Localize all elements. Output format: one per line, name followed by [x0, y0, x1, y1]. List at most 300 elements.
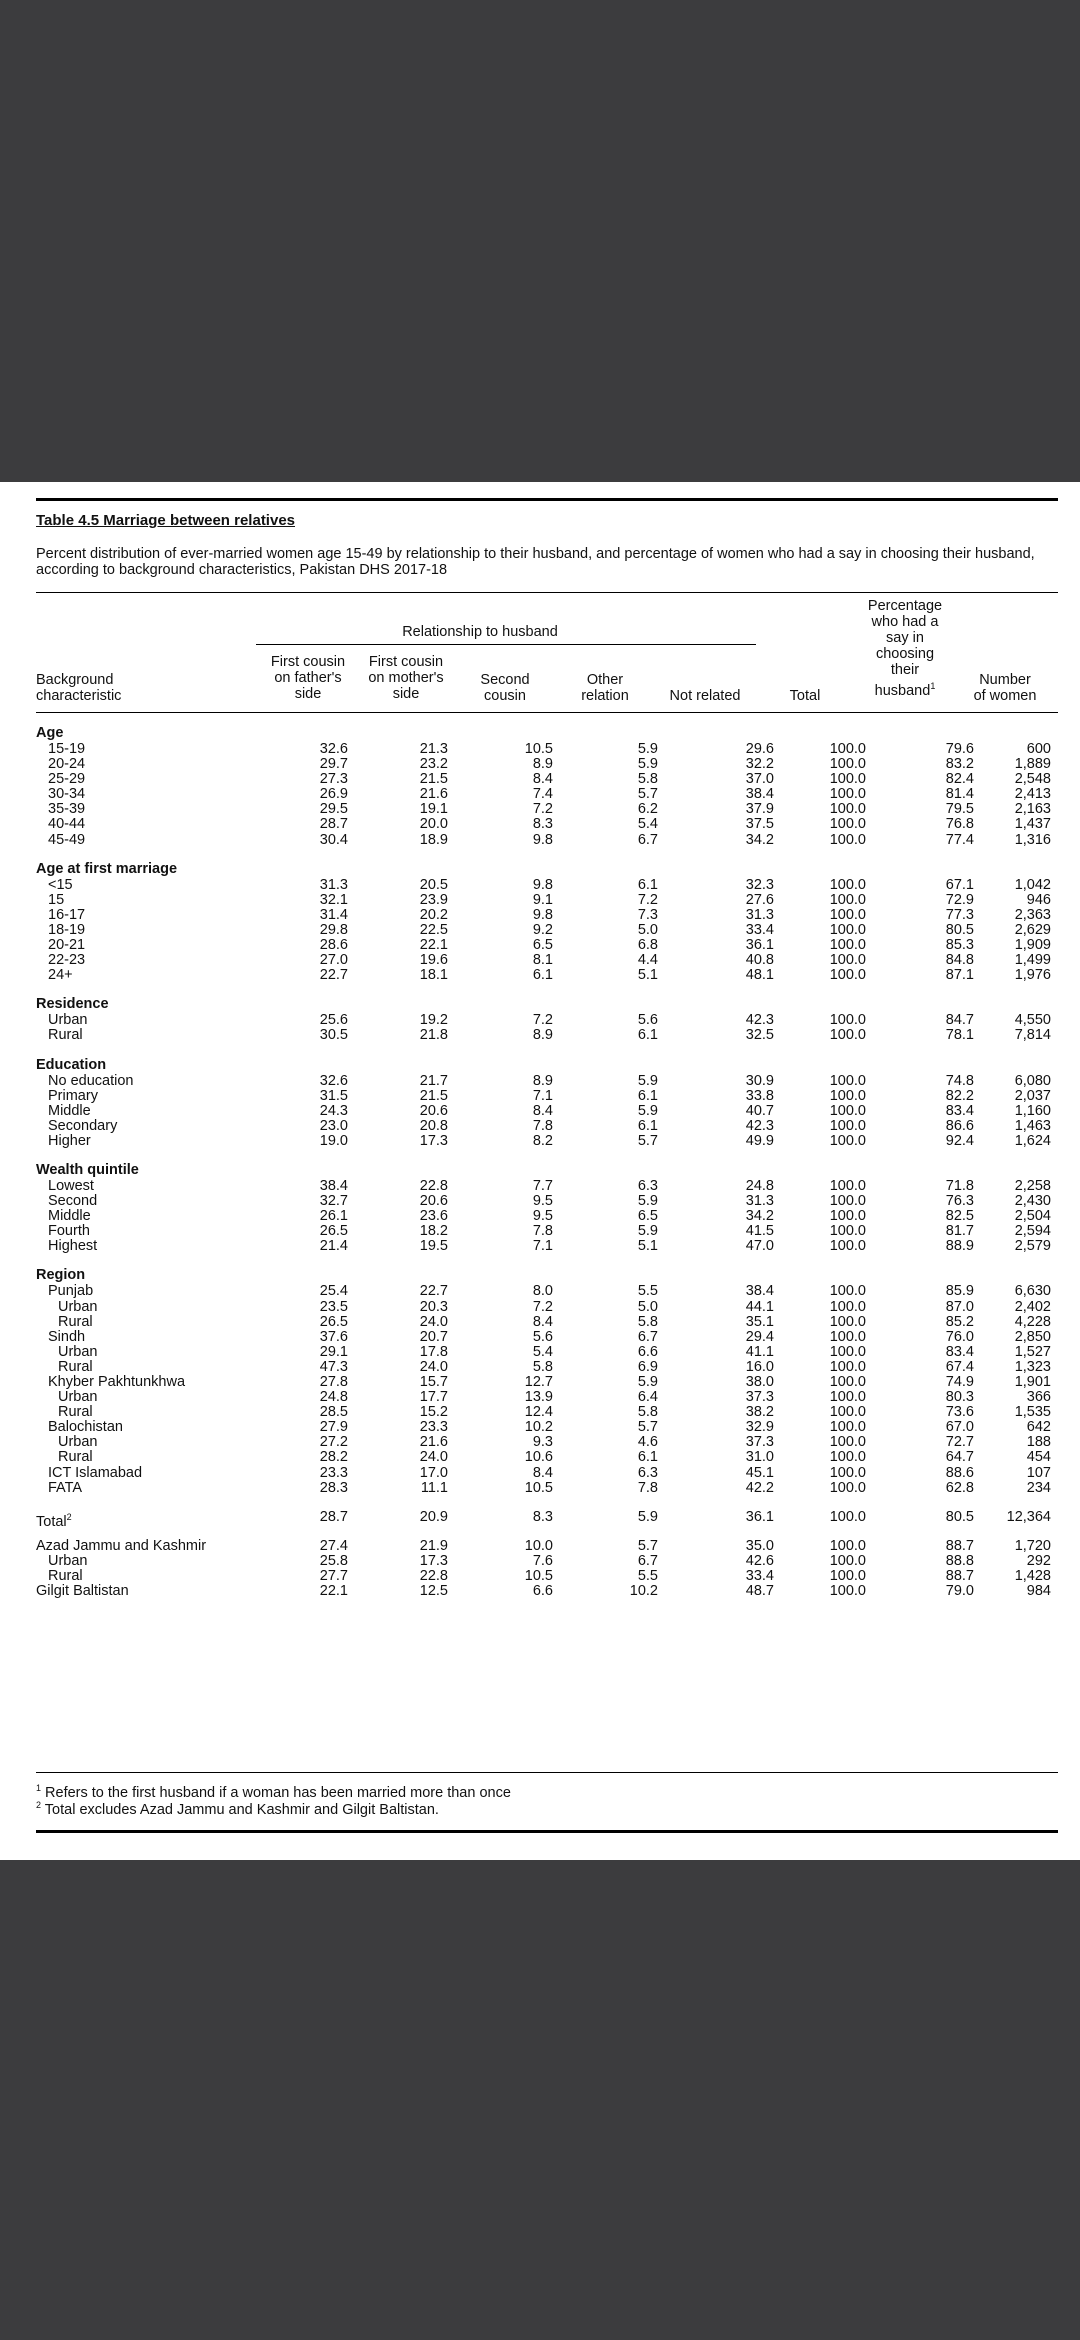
table-cell: 23.3: [419, 1419, 448, 1436]
table-cell: 78.1: [945, 1027, 974, 1044]
table-cell: 20.6: [419, 1102, 448, 1119]
table-cell: 100.0: [829, 1208, 866, 1225]
table-cell: 85.3: [945, 937, 974, 954]
table-cell: 8.9: [532, 1027, 553, 1044]
row-label: Higher: [48, 1132, 91, 1149]
table-row: [36, 1481, 1058, 1496]
table-cell: 35.1: [745, 1313, 774, 1330]
table-cell: 366: [1026, 1389, 1051, 1406]
table-cell: 6.1: [637, 1087, 658, 1104]
table-cell: 32.6: [319, 741, 348, 757]
table-cell: 100.0: [829, 831, 866, 848]
table-cell: 1,909: [1014, 937, 1051, 954]
table-row: [36, 1584, 1058, 1599]
top-rule: [36, 498, 1058, 501]
row-label: Middle: [48, 1208, 91, 1225]
table-cell: 5.9: [637, 1193, 658, 1210]
table-cell: 7.6: [532, 1552, 553, 1569]
table-cell: 82.2: [945, 1087, 974, 1104]
table-cell: 8.3: [532, 816, 553, 833]
table-cell: 5.9: [637, 1223, 658, 1240]
table-cell: 100.0: [829, 786, 866, 803]
table-row: [36, 1330, 1058, 1345]
table-cell: 5.9: [637, 756, 658, 773]
table-cell: 5.9: [637, 1508, 658, 1525]
table-cell: 100.0: [829, 952, 866, 969]
table-cell: 7,814: [1014, 1027, 1051, 1044]
header-top-rule: [36, 592, 1058, 593]
table-cell: 2,579: [1014, 1238, 1051, 1255]
table-cell: 15.2: [419, 1404, 448, 1421]
table-cell: 1,499: [1014, 952, 1051, 969]
table-cell: 41.1: [745, 1343, 774, 1360]
table-cell: 8.1: [532, 952, 553, 969]
table-cell: 1,624: [1014, 1132, 1051, 1149]
table-cell: 11.1: [420, 1479, 448, 1496]
table-row: [36, 1420, 1058, 1435]
table-cell: 100.0: [829, 1072, 866, 1089]
table-cell: 67.4: [945, 1358, 974, 1375]
table-cell: 5.8: [637, 1313, 658, 1330]
table-cell: 79.0: [945, 1583, 974, 1600]
table-cell: 100.0: [829, 876, 866, 893]
section-heading: Age: [36, 725, 64, 741]
table-cell: 8.0: [532, 1283, 553, 1300]
table-cell: 5.4: [532, 1343, 553, 1360]
table-cell: 10.2: [524, 1419, 553, 1436]
table-cell: 17.7: [419, 1389, 448, 1406]
table-cell: 100.0: [829, 1508, 866, 1525]
table-cell: 100.0: [829, 801, 866, 818]
table-row: [36, 1284, 1058, 1299]
table-cell: 6.3: [637, 1464, 658, 1481]
table-cell: 27.4: [319, 1537, 348, 1554]
row-label: 20-24: [48, 756, 86, 773]
table-cell: 5.8: [637, 771, 658, 788]
table-row: [36, 1345, 1058, 1360]
table-cell: 22.8: [419, 1568, 448, 1585]
table-cell: 16.0: [745, 1358, 774, 1375]
table-cell: 40.7: [745, 1102, 774, 1119]
table-cell: 100.0: [829, 1177, 866, 1194]
table-cell: 32.9: [745, 1419, 774, 1436]
table-cell: 9.8: [532, 906, 553, 923]
table-cell: 88.6: [945, 1464, 974, 1481]
table-cell: 100.0: [829, 967, 866, 984]
table-row: [36, 1405, 1058, 1420]
table-cell: 984: [1026, 1583, 1051, 1600]
table-cell: 27.2: [319, 1434, 348, 1451]
table-cell: 23.5: [319, 1298, 348, 1315]
table-cell: 8.4: [532, 771, 553, 788]
table-cell: 19.1: [419, 801, 448, 818]
table-cell: 80.5: [945, 921, 974, 938]
table-cell: 83.4: [945, 1102, 974, 1119]
table-cell: 12.4: [524, 1404, 553, 1421]
table-cell: 33.4: [745, 1568, 774, 1585]
table-cell: 10.0: [524, 1537, 553, 1554]
table-row: [36, 1089, 1058, 1104]
table-cell: 5.5: [637, 1283, 658, 1300]
row-label: Primary: [48, 1087, 98, 1104]
table-cell: 31.3: [745, 1193, 774, 1210]
table-cell: 20.0: [419, 816, 448, 833]
table-cell: 7.1: [532, 1087, 553, 1104]
row-label: Fourth: [48, 1223, 90, 1240]
table-cell: 21.4: [319, 1238, 348, 1255]
table-cell: 9.2: [532, 921, 553, 938]
table-cell: 27.6: [745, 891, 774, 908]
section-heading: Residence: [36, 996, 109, 1013]
table-cell: 10.5: [524, 1568, 553, 1585]
table-cell: 292: [1026, 1552, 1051, 1569]
row-label: 18-19: [48, 921, 86, 938]
table-cell: 18.1: [419, 967, 448, 984]
table-cell: 7.7: [532, 1177, 553, 1194]
table-cell: 31.4: [319, 906, 348, 923]
table-cell: 79.5: [945, 801, 974, 818]
table-row: [36, 1450, 1058, 1465]
row-label: Lowest: [48, 1177, 94, 1194]
table-cell: 87.0: [945, 1298, 974, 1315]
table-cell: 100.0: [829, 1087, 866, 1104]
table-cell: 1,316: [1014, 831, 1051, 848]
table-cell: 29.1: [319, 1343, 348, 1360]
table-cell: 17.8: [419, 1343, 448, 1360]
table-cell: 5.9: [637, 741, 658, 757]
table-cell: 8.4: [532, 1464, 553, 1481]
table-cell: 100.0: [829, 1193, 866, 1210]
table-cell: 28.7: [319, 1508, 348, 1525]
header-first-cousin-father: First cousin on father's side: [270, 654, 346, 702]
table-cell: 4.4: [637, 952, 658, 969]
table-cell: 24.8: [319, 1389, 348, 1406]
table-cell: 100.0: [829, 1328, 866, 1345]
table-cell: 21.7: [419, 1072, 448, 1089]
table-row: [36, 1390, 1058, 1405]
table-cell: 5.6: [637, 1012, 658, 1029]
table-cell: 36.1: [745, 1508, 774, 1525]
row-label: Urban: [58, 1298, 98, 1315]
group-header-rule: [256, 644, 756, 645]
table-cell: 6,080: [1014, 1072, 1051, 1089]
header-not-related: Not related: [669, 688, 741, 704]
table-cell: 25.8: [319, 1552, 348, 1569]
table-cell: 72.7: [945, 1434, 974, 1451]
table-cell: 8.4: [532, 1102, 553, 1119]
table-cell: 85.2: [945, 1313, 974, 1330]
table-cell: 76.0: [945, 1328, 974, 1345]
table-cell: 5.9: [637, 1102, 658, 1119]
table-cell: 946: [1026, 891, 1051, 908]
row-label: 22-23: [48, 952, 86, 969]
table-cell: 27.9: [319, 1419, 348, 1436]
table-cell: 8.4: [532, 1313, 553, 1330]
table-cell: 28.7: [319, 816, 348, 833]
table-cell: 31.3: [745, 906, 774, 923]
table-cell: 17.3: [419, 1132, 448, 1149]
header-first-cousin-mother: First cousin on mother's side: [368, 654, 444, 702]
table-cell: 7.2: [532, 1298, 553, 1315]
table-cell: 5.0: [637, 921, 658, 938]
table-row: [36, 1119, 1058, 1134]
table-cell: 23.0: [319, 1117, 348, 1134]
table-cell: 100.0: [829, 1449, 866, 1466]
table-cell: 100.0: [829, 1223, 866, 1240]
table-cell: 74.8: [945, 1072, 974, 1089]
table-cell: 76.3: [945, 1193, 974, 1210]
table-cell: 100.0: [829, 1298, 866, 1315]
table-cell: 30.9: [745, 1072, 774, 1089]
table-cell: 32.2: [745, 756, 774, 773]
table-cell: 100.0: [829, 741, 866, 757]
section-heading: Age at first marriage: [36, 860, 178, 877]
table-row: [36, 1013, 1058, 1028]
table-cell: 17.3: [419, 1552, 448, 1569]
table-cell: 24.0: [419, 1358, 448, 1375]
table-row: [36, 893, 1058, 908]
row-label: Rural: [58, 1449, 93, 1466]
table-cell: 4.6: [637, 1434, 658, 1451]
table-cell: 7.8: [637, 1479, 658, 1496]
table-cell: 21.9: [419, 1537, 448, 1554]
table-cell: 1,720: [1014, 1537, 1051, 1554]
table-cell: 26.1: [319, 1208, 348, 1225]
table-cell: 100.0: [829, 1238, 866, 1255]
row-label: 16-17: [48, 906, 86, 923]
group-header: Relationship to husband: [402, 624, 558, 640]
table-cell: 22.1: [319, 1583, 348, 1600]
table-row: [36, 1074, 1058, 1089]
table-cell: 1,527: [1014, 1343, 1051, 1360]
row-label: 30-34: [48, 786, 86, 803]
table-row: [36, 1315, 1058, 1330]
table-cell: 34.2: [745, 831, 774, 848]
table-cell: 10.6: [524, 1449, 553, 1466]
table-cell: 80.5: [945, 1508, 974, 1525]
table-cell: 2,037: [1014, 1087, 1051, 1104]
table-cell: 79.6: [945, 741, 974, 757]
table-cell: 38.4: [319, 1177, 348, 1194]
row-label: 15: [48, 891, 65, 908]
table-cell: 32.5: [745, 1027, 774, 1044]
table-body: [36, 724, 1058, 1599]
row-label: 20-21: [48, 937, 86, 954]
table-cell: 22.8: [419, 1177, 448, 1194]
table-cell: 2,629: [1014, 921, 1051, 938]
table-cell: 83.2: [945, 756, 974, 773]
table-cell: 2,163: [1014, 801, 1051, 818]
table-cell: 5.7: [637, 786, 658, 803]
table-cell: 22.7: [319, 967, 348, 984]
table-cell: 84.8: [945, 952, 974, 969]
table-cell: 82.5: [945, 1208, 974, 1225]
table-cell: 48.7: [745, 1583, 774, 1600]
table-cell: 188: [1026, 1434, 1051, 1451]
table-cell: 6.6: [532, 1583, 553, 1600]
table-cell: 6.2: [637, 801, 658, 818]
table-cell: 2,594: [1014, 1223, 1051, 1240]
table-cell: 1,901: [1014, 1374, 1051, 1390]
table-row: [36, 1239, 1058, 1254]
table-cell: 28.3: [319, 1479, 348, 1496]
row-label: 40-44: [48, 816, 86, 833]
header-other-relation: Other relation: [581, 672, 629, 704]
row-label: ICT Islamabad: [48, 1464, 143, 1481]
table-cell: 100.0: [829, 1568, 866, 1585]
table-cell: 2,413: [1014, 786, 1051, 803]
table-cell: 40.8: [745, 952, 774, 969]
table-cell: 77.3: [945, 906, 974, 923]
table-cell: 21.3: [419, 741, 448, 757]
table-cell: 6.8: [637, 937, 658, 954]
table-cell: 100.0: [829, 1434, 866, 1451]
row-label: Urban: [48, 1012, 88, 1029]
row-label: Rural: [48, 1568, 83, 1585]
table-cell: 100.0: [829, 1389, 866, 1406]
table-cell: 4,550: [1014, 1012, 1051, 1029]
table-cell: 33.4: [745, 921, 774, 938]
table-cell: 100.0: [829, 1464, 866, 1481]
row-label: Secondary: [48, 1117, 118, 1134]
section-heading: Wealth quintile: [36, 1161, 139, 1178]
table-cell: 100.0: [829, 921, 866, 938]
table-row: [36, 1435, 1058, 1450]
table-cell: 38.0: [745, 1374, 774, 1390]
row-label: 25-29: [48, 771, 86, 788]
table-cell: 1,437: [1014, 816, 1051, 833]
table-cell: 5.6: [532, 1328, 553, 1345]
table-cell: 21.6: [419, 786, 448, 803]
table-cell: 30.4: [319, 831, 348, 848]
table-cell: 6.1: [637, 1449, 658, 1466]
table-row: [36, 1134, 1058, 1149]
table-cell: 38.4: [745, 786, 774, 803]
table-cell: 27.0: [319, 952, 348, 969]
table-row: [36, 1028, 1058, 1043]
table-cell: 73.6: [945, 1404, 974, 1421]
table-cell: 7.4: [532, 786, 553, 803]
table-cell: 1,976: [1014, 967, 1051, 984]
row-label: <15: [48, 876, 73, 893]
table-cell: 8.9: [532, 1072, 553, 1089]
table-cell: 29.5: [319, 801, 348, 818]
row-label: Sindh: [48, 1328, 86, 1345]
table-cell: 18.2: [419, 1223, 448, 1240]
table-cell: 1,160: [1014, 1102, 1051, 1119]
table-cell: 81.4: [945, 786, 974, 803]
table-row: [36, 968, 1058, 983]
table-cell: 29.4: [745, 1328, 774, 1345]
table-cell: 81.7: [945, 1223, 974, 1240]
table-row: [36, 878, 1058, 893]
header-total: Total: [789, 688, 821, 704]
table-cell: 80.3: [945, 1389, 974, 1406]
table-cell: 48.1: [745, 967, 774, 984]
table-row: [36, 953, 1058, 968]
table-cell: 42.3: [745, 1117, 774, 1134]
table-cell: 15.7: [419, 1374, 448, 1390]
table-cell: 22.7: [419, 1283, 448, 1300]
table-cell: 5.7: [637, 1419, 658, 1436]
table-cell: 6.1: [637, 1117, 658, 1134]
table-cell: 100.0: [829, 1583, 866, 1600]
table-row: [36, 1375, 1058, 1390]
table-cell: 12,364: [1006, 1508, 1051, 1525]
table-cell: 32.7: [319, 1193, 348, 1210]
table-cell: 24.0: [419, 1313, 448, 1330]
table-cell: 2,363: [1014, 906, 1051, 923]
table-cell: 2,504: [1014, 1208, 1051, 1225]
table-cell: 82.4: [945, 771, 974, 788]
row-label: Rural: [48, 1027, 83, 1044]
table-cell: 38.2: [745, 1404, 774, 1421]
table-cell: 85.9: [945, 1283, 974, 1300]
table-cell: 8.3: [532, 1508, 553, 1525]
table-cell: 84.7: [945, 1012, 974, 1029]
table-cell: 5.1: [637, 1238, 658, 1255]
table-cell: 26.5: [319, 1223, 348, 1240]
document-page: [0, 482, 1080, 1860]
table-cell: 23.9: [419, 891, 448, 908]
table-cell: 86.6: [945, 1117, 974, 1134]
table-cell: 20.8: [419, 1117, 448, 1134]
table-cell: 5.1: [637, 967, 658, 984]
table-cell: 6.7: [637, 1552, 658, 1569]
row-label: Highest: [48, 1238, 98, 1255]
table-cell: 10.5: [524, 741, 553, 757]
table-cell: 31.0: [745, 1449, 774, 1466]
table-row: [36, 1194, 1058, 1209]
table-cell: 7.8: [532, 1117, 553, 1134]
table-cell: 6,630: [1014, 1283, 1051, 1300]
footnote-2: $^2$ Total excludes Azad Jammu and Kashmir and Gilgit Baltistan.: [36, 1800, 439, 1818]
table-cell: 37.6: [319, 1328, 348, 1345]
row-label: 45-49: [48, 831, 86, 848]
bottom-rule: [36, 1830, 1058, 1833]
table-cell: 6.5: [532, 937, 553, 954]
table-cell: 7.2: [637, 891, 658, 908]
table-cell: 47.0: [745, 1238, 774, 1255]
table-row: [36, 938, 1058, 953]
table-cell: 100.0: [829, 937, 866, 954]
row-label: Rural: [58, 1404, 93, 1421]
table-cell: 6.5: [637, 1208, 658, 1225]
table-cell: 642: [1026, 1419, 1051, 1436]
table-cell: 100.0: [829, 1374, 866, 1390]
table-cell: 29.6: [745, 741, 774, 757]
table-cell: 32.3: [745, 876, 774, 893]
table-cell: 20.9: [419, 1508, 448, 1525]
table-row: [36, 1508, 1058, 1530]
table-cell: 34.2: [745, 1208, 774, 1225]
table-cell: 20.7: [419, 1328, 448, 1345]
table-row: [36, 787, 1058, 802]
table-row: [36, 1300, 1058, 1315]
table-cell: 83.4: [945, 1343, 974, 1360]
table-cell: 27.7: [319, 1568, 348, 1585]
table-cell: 2,258: [1014, 1177, 1051, 1194]
table-cell: 6.6: [637, 1343, 658, 1360]
table-row: [36, 1104, 1058, 1119]
row-label: Middle: [48, 1102, 91, 1119]
table-row: [36, 757, 1058, 772]
table-cell: 30.5: [319, 1027, 348, 1044]
table-cell: 22.1: [419, 937, 448, 954]
section-heading: Region: [36, 1267, 86, 1284]
table-bottom-rule: [36, 1772, 1058, 1773]
table-cell: 21.5: [419, 1087, 448, 1104]
